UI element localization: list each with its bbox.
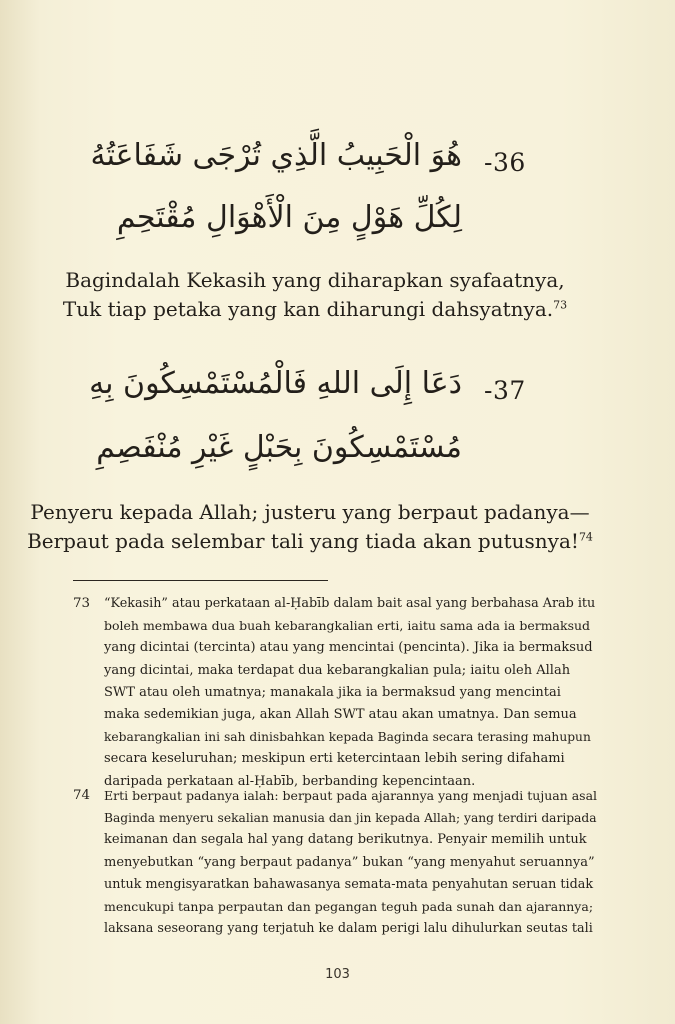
footnote-line: laksana seseorang yang terjatuh ke dalam perigi lalu dihulurkan seutas tali: [104, 921, 593, 937]
footnote-line: secara keseluruhan; meskipun erti ketercintaan lebih sering difahami: [104, 751, 565, 767]
footnote-line: untuk mengisyaratkan bahawasanya semata-mata penyahutan seruan tidak: [104, 876, 594, 892]
translation-line: Penyeru kepada Allah; justeru yang berpaut padanya—: [30, 500, 590, 524]
verse-number: -36: [484, 148, 526, 177]
footnote-ref: 73: [553, 298, 568, 312]
footnote-74: [104, 785, 599, 940]
footnote-line: maka sedemikian juga, akan Allah SWT atau akan umatnya. Dan semua: [104, 707, 577, 723]
footnote-line: keimanan dan segala hal yang datang berikutnya. Penyair memilih untuk: [104, 832, 587, 848]
translation-line: Bagindalah Kekasih yang diharapkan syafaatnya,: [65, 268, 565, 292]
footnote-line: kebarangkalian ini sah dinisbahkan kepada Baginda secara terasing mahupun: [104, 730, 591, 745]
footnote-line: “Kekasih” atau perkataan al-Ḥabīb dalam bait asal yang berbahasa Arab itu: [104, 596, 596, 611]
footnote-number: 74: [73, 788, 91, 803]
footnote-number: 73: [73, 596, 91, 611]
translation-line: Tuk tiap petaka yang kan diharungi dahsyatnya.$^{73}$: [62, 297, 568, 321]
translation-line: Berpaut pada selembar tali yang tiada akan putusnya!$^{74}$: [27, 529, 593, 553]
footnote-ref: 74: [578, 530, 593, 544]
footnote-line: SWT atau oleh umatnya; manakala jika ia bermaksud yang mencintai: [104, 684, 561, 700]
arabic-line: لِكُلِّ هَوْلٍ مِنَ الْأَهْوَالِ مُقْتَحِمِ: [116, 200, 462, 235]
footnote-73: [104, 593, 599, 793]
footnote-line: mencukupi tanpa perpautan dan pegangan teguh pada sunah dan ajarannya;: [104, 899, 594, 915]
footnote-line: boleh membawa dua buah kebarangkalian erti, iaitu sama ada ia bermaksud: [104, 618, 591, 634]
footnote-line: Erti berpaut padanya ialah: berpaut pada ajarannya yang menjadi tujuan asal: [104, 788, 598, 803]
page-number: 103: [325, 967, 350, 982]
footnote-divider: [73, 580, 328, 581]
arabic-line: هُوَ الْحَبِيبُ الَّذِي تُرْجَى شَفَاعَتُهُ: [90, 138, 462, 173]
footnote-line: yang dicintai (tercinta) atau yang mencintai (pencinta). Jika ia bermaksud: [104, 640, 593, 656]
arabic-line: دَعَا إِلَى اللهِ فَالْمُسْتَمْسِكُونَ بِهِ: [89, 366, 462, 401]
footnote-line: menyebutkan “yang berpaut padanya” bukan “yang menyahut seruannya”: [104, 854, 595, 870]
footnote-line: daripada perkataan al-Ḥabīb, berbanding kepencintaan.: [104, 773, 476, 789]
arabic-line: مُسْتَمْسِكُونَ بِحَبْلٍ غَيْرِ مُنْفَصِمِ: [96, 430, 462, 465]
footnote-line: Baginda menyeru sekalian manusia dan jin kepada Allah; yang terdiri daripada: [104, 811, 597, 826]
footnote-line: yang dicintai, maka terdapat dua kebarangkalian pula; iaitu oleh Allah: [104, 662, 571, 678]
verse-number: -37: [484, 376, 526, 405]
